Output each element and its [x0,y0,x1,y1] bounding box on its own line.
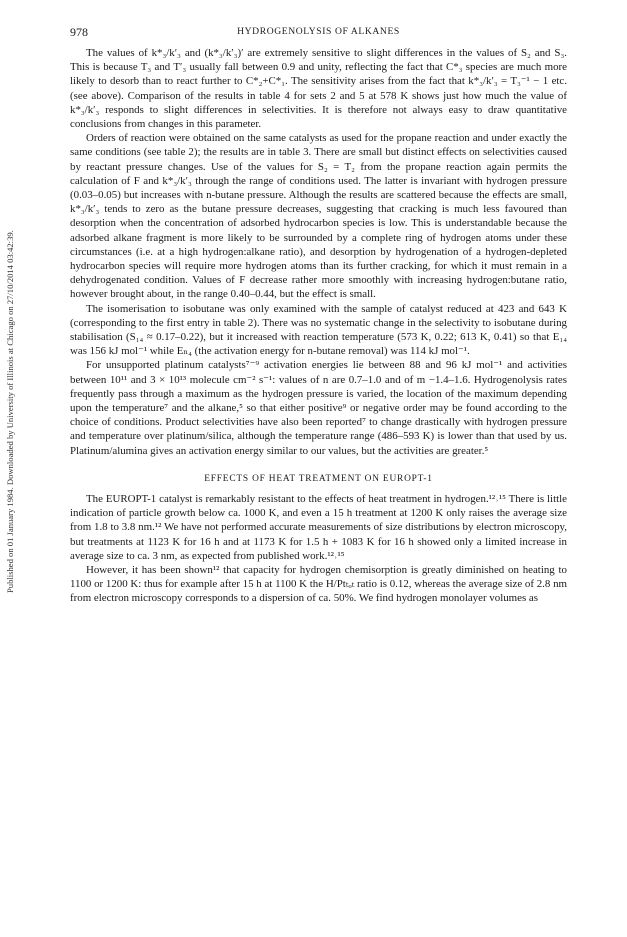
paragraph-4: For unsupported platinum catalysts⁷⁻⁹ activation energies lie between 88 and 96 kJ mol⁻¹ and activities between 10¹¹ and 3 × 10¹³ molecule cm⁻² s⁻¹: values of n are 0.7–1.0 and of m −1.4–1.6. Hydrogenolysis rates frequently pass through a maximum as the hydrogen pressure is varied, the location of the maximum depending upon the temperature⁷ and the alkane,⁵ so that either positive⁹ or negative order may be found according to the choice of conditions. Product selectivities have also been reported⁷ to change drastically with hydrogen pressure and temperature over platinum/silica, although the temperature range (486–593 K) is lower than that used by us. Platinum/alumina gives an activation energy similar to our values, but the activities are greater.⁵ [70,359,567,457]
paragraph-2: Orders of reaction were obtained on the same catalysts as used for the propane reaction and under exactly the same conditions (see table 2); the results are in table 3. There are small but distinct effects on selectivities caused by reactant pressure changes. Use of the values for S₂ = T₂ from the propane reaction again permits the calculation of F and k*₃/k′₃ through the range of conditions used. The latter is invariant with hydrogen pressure (0.03–0.05) but increases with n-butane pressure. Although the results are scattered because the effects are small, k*₃/k′₃ tends to zero as the butane pressure decreases, suggesting that cracking is much less favoured than desorption when the concentration of adsorbed hydrocarbon species is low. This is understandable because the adsorbed alkane fragment is more likely to be surrounded by a complete ring of hydrogen atoms under these circumstances (i.e. at a high hydrogen:alkane ratio), and desorption by hydrogenation of a hydrogen-depleted hydrocarbon species will require more hydrogen atoms than its further cracking, for which it must remain in a dehydrogenated condition. Values of F decrease rather more smoothly with increasing hydrogen:butane ratio, however brought about, in the range 0.40–0.44, but the effect is small. [70,132,567,301]
paragraph-5: The EUROPT-1 catalyst is remarkably resistant to the effects of heat treatment in hydrogen.¹²˒¹⁵ There is little indication of particle growth below ca. 1000 K, and even a 15 h treatment at 1200 K only raises the average size from 1.8 to 3.8 nm.¹² We have not performed accurate measurements of size distributions by electron microscopy, but treatments at 1123 K for 16 h and at 1173 K for 1.5 h + 1083 K for 16 h showed only a limited increase in average size to ca. 3 nm, as expected from published work.¹²˒¹⁵ [70,492,567,562]
download-notice-sidebar [2,40,16,600]
article-body [70,46,567,606]
section-heading: EFFECTS OF HEAT TREATMENT ON EUROPT-1 [204,473,433,484]
page-header [70,25,567,39]
paragraph-6: However, it has been shown¹² that capacity for hydrogen chemisorption is greatly diminished on heating to 1100 or 1200 K: thus for example after 15 h at 1100 K the H/Ptₜₒₜ ratio is 0.12, whereas the average size of 2.8 nm from electron microscopy corresponds to a dispersion of ca. 50%. We find hydrogen monolayer volumes as [70,563,567,605]
running-head: HYDROGENOLYSIS OF ALKANES [237,26,400,37]
download-notice-text: Published on 01 January 1984. Downloaded by University of Illinois at Chicago on 27/10/2014 03:42:39. [5,230,15,593]
page-number: 978 [70,25,88,39]
paragraph-3: The isomerisation to isobutane was only examined with the sample of catalyst reduced at 423 and 643 K (corresponding to the first entry in table 2). There was no systematic change in the selectivity to isobutane during stabilisation (S₁₄ ≈ 0.17–0.22), but it increased with reaction temperature (573 K, 0.22; 613 K, 0.41) so that E₁₄ was 156 kJ mol⁻¹ while Eₙ₄ (the activation energy for n-butane removal) was 114 kJ mol⁻¹. [70,302,567,358]
paragraph-1: The values of k*₃/k′₃ and (k*₃/k′₃)′ are extremely sensitive to slight differences in the values of S₂ and S₃. This is because T₃ and T′₃ usually fall between 0.9 and unity, reflecting the fact that C*₃ species are much more likely to desorb than to react further to C*₂+C*₁. The sensitivity arises from the fact that k*₃/k′₃ = T₃⁻¹ − 1 etc. (see above). Comparison of the results in table 4 for sets 2 and 5 at 578 K shows just how much the value of k*₃/k′₃ responds to slight differences in selectivities. It is therefore not always easy to draw quantitative conclusions from changes in this parameter. [70,47,567,131]
